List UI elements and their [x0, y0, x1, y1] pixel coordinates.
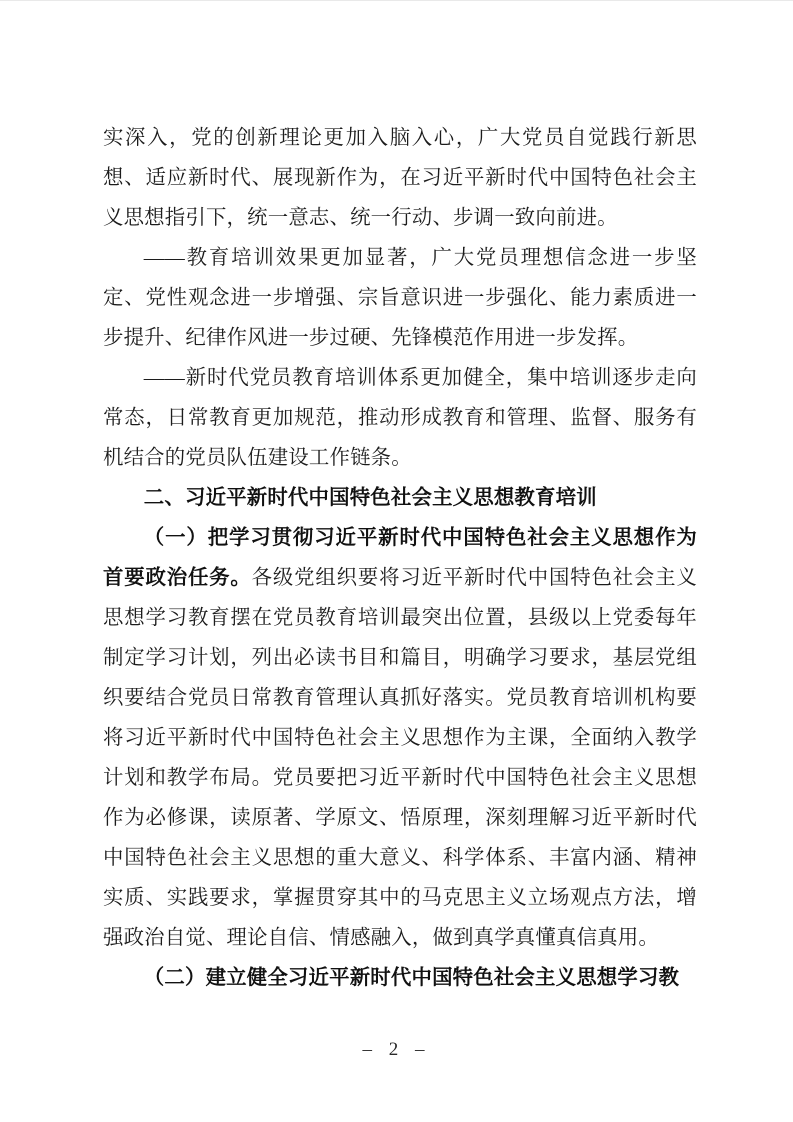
page-number: – 2 – [362, 1039, 431, 1060]
paragraph-dash-item-1: ——教育培训效果更加显著，广大党员理想信念进一步坚定、党性观念进一步增强、宗旨意识进一步强化、能力素质进一步提升、纪律作风进一步过硬、先锋模范作用进一步发挥。 [103, 247, 697, 349]
paragraph-dash-item-2: ——新时代党员教育培训体系更加健全，集中培训逐步走向常态，日常教育更加规范，推动形成教育和管理、监督、服务有机结合的党员队伍建设工作链条。 [103, 367, 697, 469]
paragraph-item-1 [103, 518, 697, 958]
paragraph-item-1-body: 各级党组织要将习近平新时代中国特色社会主义思想学习教育摆在党员教育培训最突出位置，县级以上党委每年制定学习计划，列出必读书目和篇目，明确学习要求，基层党组织要结合党员日常教育管理认真抓好落实。党员教育培训机构要将习近平新时代中国特色社会主义思想作为主课，全面纳入教学计划和教学布局。党员要把习近平新时代中国特色社会主义思想作为必修课，读原著、学原文、悟原理，深刻理解习近平新时代中国特色社会主义思想的重大意义、科学体系、丰富内涵、精神实质、实践要求，掌握贯穿其中的马克思主义立场观点方法，增强政治自觉、理论自信、情感融入，做到真学真懂真信真用。 [103, 567, 698, 949]
paragraph-item-2 [103, 958, 697, 998]
paragraph-item-1-lead: （一）把学习贯彻习近平新时代中国特色社会主义思想作为首要政治任务。 [103, 527, 697, 589]
paragraph-continued-from-previous-page: 实深入，党的创新理论更加入脑入心，广大党员自觉践行新思想、适应新时代、展现新作为，在习近平新时代中国特色社会主义思想指引下，统一意志、统一行动、步调一致向前进。 [103, 127, 697, 229]
document-body [103, 118, 697, 998]
paragraph-item-2-lead: （二）建立健全习近平新时代中国特色社会主义思想学习教 [143, 967, 680, 989]
section-heading: 二、习近平新时代中国特色社会主义思想教育培训 [143, 487, 597, 509]
